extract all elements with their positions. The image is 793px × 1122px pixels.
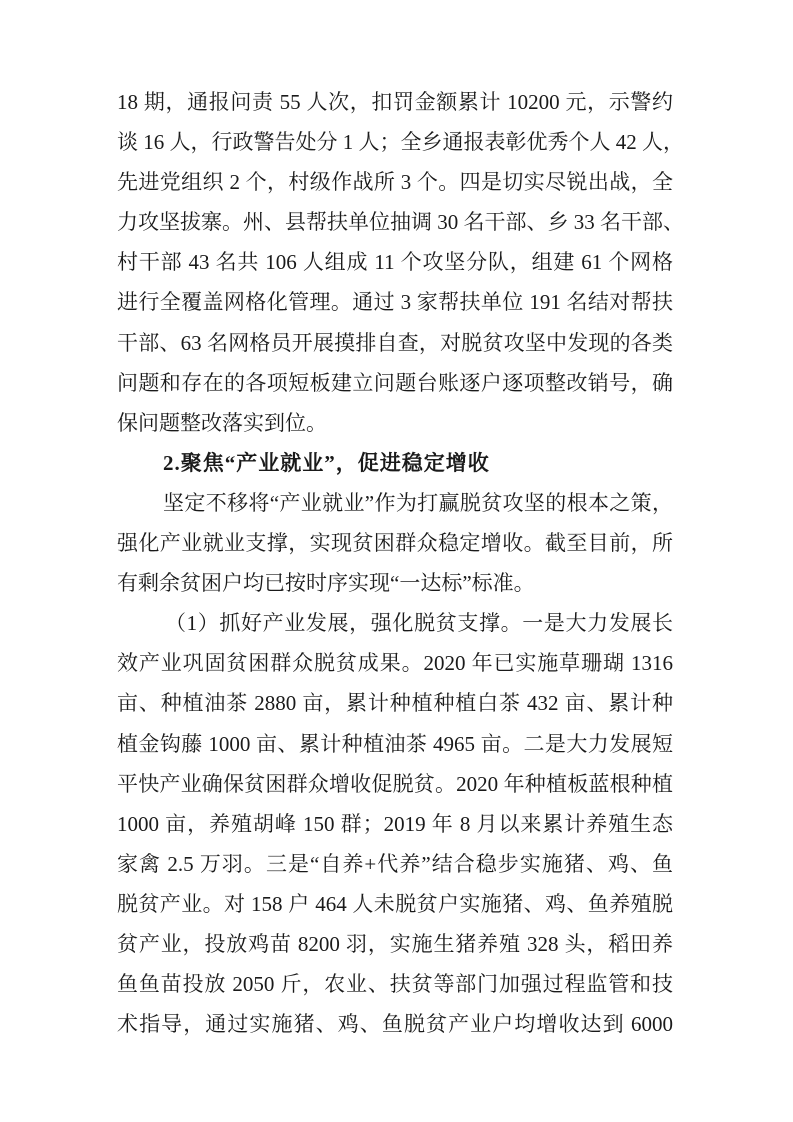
text-line: 1000 亩，养殖胡峰 150 群；2019 年 8 月以来累计养殖生态	[117, 811, 673, 836]
text-line: 强化产业就业支撑，实现贫困群众稳定增收。截至目前，所	[117, 531, 673, 556]
paragraph-industry-development	[117, 603, 673, 1044]
paragraph-accountability-summary	[117, 82, 684, 443]
text-line: 亩、种植油茶 2880 亩，累计种植种植白茶 432 亩、累计种	[117, 691, 673, 716]
text-line: 家禽 2.5 万羽。三是“自养+代养”结合稳步实施猪、鸡、鱼	[117, 851, 673, 876]
text-line: 效产业巩固贫困群众脱贫成果。2020 年已实施草珊瑚 1316	[117, 651, 673, 676]
document-page	[117, 82, 684, 1044]
text-line: （1）抓好产业发展，强化脱贫支撑。一是大力发展长	[165, 611, 673, 636]
text-line: 问题和存在的各项短板建立问题台账逐户逐项整改销号，确	[117, 370, 673, 395]
text-line: 术指导，通过实施猪、鸡、鱼脱贫产业户均增收达到 6000	[117, 1012, 673, 1037]
text-line: 鱼鱼苗投放 2050 斤，农业、扶贫等部门加强过程监管和技	[117, 972, 673, 997]
text-line: 平快产业确保贫困群众增收促脱贫。2020 年种植板蓝根种植	[117, 771, 673, 796]
paragraph-industry-employment-intro	[117, 483, 673, 603]
text-line: 村干部 43 名共 106 人组成 11 个攻坚分队，组建 61 个网格	[117, 250, 673, 275]
text-line: 植金钩藤 1000 亩、累计种植油茶 4965 亩。二是大力发展短	[117, 731, 673, 756]
text-line: 力攻坚拔寨。州、县帮扶单位抽调 30 名干部、乡 33 名干部、	[117, 210, 684, 235]
text-line: 脱贫产业。对 158 户 464 人未脱贫户实施猪、鸡、鱼养殖脱	[117, 891, 673, 916]
text-line: 保问题整改落实到位。	[117, 410, 327, 435]
section-heading-text: 2.聚焦“产业就业”，促进稳定增收	[163, 450, 490, 475]
section-heading	[117, 443, 673, 483]
text-line: 18 期，通报问责 55 人次，扣罚金额累计 10200 元，示警约	[117, 90, 673, 114]
text-line: 坚定不移将“产业就业”作为打赢脱贫攻坚的根本之策，	[163, 490, 673, 515]
text-line: 进行全覆盖网格化管理。通过 3 家帮扶单位 191 名结对帮扶	[117, 290, 673, 315]
text-line: 贫产业，投放鸡苗 8200 羽，实施生猪养殖 328 头，稻田养	[117, 931, 673, 956]
text-line: 有剩余贫困户均已按时序实现“一达标”标准。	[117, 571, 535, 596]
text-line: 干部、63 名网格员开展摸排自查，对脱贫攻坚中发现的各类	[117, 330, 673, 355]
text-line: 先进党组织 2 个，村级作战所 3 个。四是切实尽锐出战，全	[117, 170, 673, 195]
text-line: 谈 16 人，行政警告处分 1 人；全乡通报表彰优秀个人 42 人，	[117, 130, 684, 155]
